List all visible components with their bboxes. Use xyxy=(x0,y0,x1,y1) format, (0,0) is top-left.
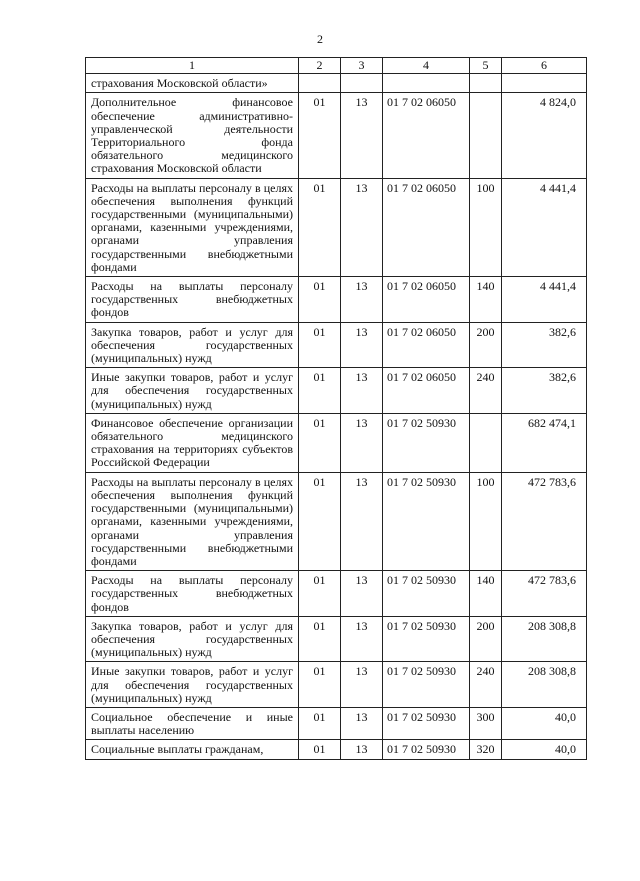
section-code xyxy=(299,74,341,93)
section-code: 01 xyxy=(299,571,341,617)
amount: 4 441,4 xyxy=(502,178,587,276)
target-article-code: 01 7 02 06050 xyxy=(383,277,470,323)
amount: 40,0 xyxy=(502,740,587,759)
target-article-code: 01 7 02 06050 xyxy=(383,368,470,414)
amount: 40,0 xyxy=(502,707,587,739)
expense-type-code: 100 xyxy=(470,472,502,570)
table-row xyxy=(86,472,587,570)
expense-type-code: 140 xyxy=(470,277,502,323)
target-article-code: 01 7 02 06050 xyxy=(383,322,470,368)
expense-type-code: 200 xyxy=(470,322,502,368)
amount: 4 824,0 xyxy=(502,93,587,178)
line-item-name: Закупка товаров, работ и услуг для обеспечения государственных (муниципальных) нужд xyxy=(86,322,299,368)
expense-type-code: 240 xyxy=(470,662,502,708)
subsection-code: 13 xyxy=(341,368,383,414)
target-article-code xyxy=(383,74,470,93)
line-item-name: Расходы на выплаты персоналу государственных внебюджетных фондов xyxy=(86,277,299,323)
target-article-code: 01 7 02 06050 xyxy=(383,178,470,276)
section-code: 01 xyxy=(299,322,341,368)
expense-type-code: 240 xyxy=(470,368,502,414)
line-item-name: Закупка товаров, работ и услуг для обеспечения государственных (муниципальных) нужд xyxy=(86,616,299,662)
target-article-code: 01 7 02 50930 xyxy=(383,707,470,739)
table-row xyxy=(86,277,587,323)
section-code: 01 xyxy=(299,616,341,662)
budget-table xyxy=(85,57,587,760)
expense-type-code xyxy=(470,74,502,93)
expense-type-code: 200 xyxy=(470,616,502,662)
line-item-name: Социальное обеспечение и иные выплаты населению xyxy=(86,707,299,739)
target-article-code: 01 7 02 50930 xyxy=(383,740,470,759)
table-row xyxy=(86,74,587,93)
target-article-code: 01 7 02 50930 xyxy=(383,413,470,472)
header-cell: 6 xyxy=(502,58,587,74)
section-code: 01 xyxy=(299,707,341,739)
amount: 208 308,8 xyxy=(502,616,587,662)
table-row xyxy=(86,616,587,662)
table-row xyxy=(86,322,587,368)
section-code: 01 xyxy=(299,662,341,708)
target-article-code: 01 7 02 50930 xyxy=(383,662,470,708)
amount: 382,6 xyxy=(502,322,587,368)
amount: 208 308,8 xyxy=(502,662,587,708)
amount xyxy=(502,74,587,93)
line-item-name: Дополнительное финансовое обеспечение административно-управленческой деятельности Территориального фонда обязательного медицинского страхования Московской области xyxy=(86,93,299,178)
line-item-name: Финансовое обеспечение организации обязательного медицинского страхования на территориях субъектов Российской Федерации xyxy=(86,413,299,472)
table-row xyxy=(86,178,587,276)
subsection-code: 13 xyxy=(341,93,383,178)
amount: 382,6 xyxy=(502,368,587,414)
subsection-code: 13 xyxy=(341,707,383,739)
subsection-code: 13 xyxy=(341,322,383,368)
amount: 682 474,1 xyxy=(502,413,587,472)
subsection-code: 13 xyxy=(341,178,383,276)
subsection-code: 13 xyxy=(341,662,383,708)
table-row xyxy=(86,93,587,178)
target-article-code: 01 7 02 06050 xyxy=(383,93,470,178)
expense-type-code xyxy=(470,93,502,178)
table-row xyxy=(86,368,587,414)
header-cell: 1 xyxy=(86,58,299,74)
target-article-code: 01 7 02 50930 xyxy=(383,472,470,570)
header-cell: 4 xyxy=(383,58,470,74)
section-code: 01 xyxy=(299,413,341,472)
target-article-code: 01 7 02 50930 xyxy=(383,616,470,662)
table-header-row xyxy=(86,58,587,74)
table-row xyxy=(86,662,587,708)
expense-type-code: 140 xyxy=(470,571,502,617)
table-row xyxy=(86,740,587,759)
amount: 472 783,6 xyxy=(502,472,587,570)
expense-type-code: 300 xyxy=(470,707,502,739)
section-code: 01 xyxy=(299,178,341,276)
section-code: 01 xyxy=(299,740,341,759)
line-item-name: Расходы на выплаты персоналу в целях обеспечения выполнения функций государственными (муниципальными) органами, казенными учреждениями, органами управления государственными внебюджетными фондами xyxy=(86,472,299,570)
subsection-code: 13 xyxy=(341,616,383,662)
amount: 4 441,4 xyxy=(502,277,587,323)
section-code: 01 xyxy=(299,472,341,570)
subsection-code: 13 xyxy=(341,413,383,472)
subsection-code: 13 xyxy=(341,277,383,323)
line-item-name: Расходы на выплаты персоналу в целях обеспечения выполнения функций государственными (муниципальными) органами, казенными учреждениями, органами управления государственными внебюджетными фондами xyxy=(86,178,299,276)
amount: 472 783,6 xyxy=(502,571,587,617)
expense-type-code: 320 xyxy=(470,740,502,759)
subsection-code: 13 xyxy=(341,740,383,759)
line-item-name: страхования Московской области» xyxy=(86,74,299,93)
section-code: 01 xyxy=(299,368,341,414)
section-code: 01 xyxy=(299,93,341,178)
subsection-code: 13 xyxy=(341,571,383,617)
line-item-name: Иные закупки товаров, работ и услуг для обеспечения государственных (муниципальных) нужд xyxy=(86,662,299,708)
header-cell: 2 xyxy=(299,58,341,74)
table-row xyxy=(86,413,587,472)
section-code: 01 xyxy=(299,277,341,323)
table-row xyxy=(86,707,587,739)
expense-type-code xyxy=(470,413,502,472)
target-article-code: 01 7 02 50930 xyxy=(383,571,470,617)
expense-type-code: 100 xyxy=(470,178,502,276)
header-cell: 5 xyxy=(470,58,502,74)
table-row xyxy=(86,571,587,617)
line-item-name: Социальные выплаты гражданам, xyxy=(86,740,299,759)
subsection-code xyxy=(341,74,383,93)
page-number: 2 xyxy=(317,32,323,46)
header-cell: 3 xyxy=(341,58,383,74)
line-item-name: Иные закупки товаров, работ и услуг для обеспечения государственных (муниципальных) нужд xyxy=(86,368,299,414)
subsection-code: 13 xyxy=(341,472,383,570)
line-item-name: Расходы на выплаты персоналу государственных внебюджетных фондов xyxy=(86,571,299,617)
